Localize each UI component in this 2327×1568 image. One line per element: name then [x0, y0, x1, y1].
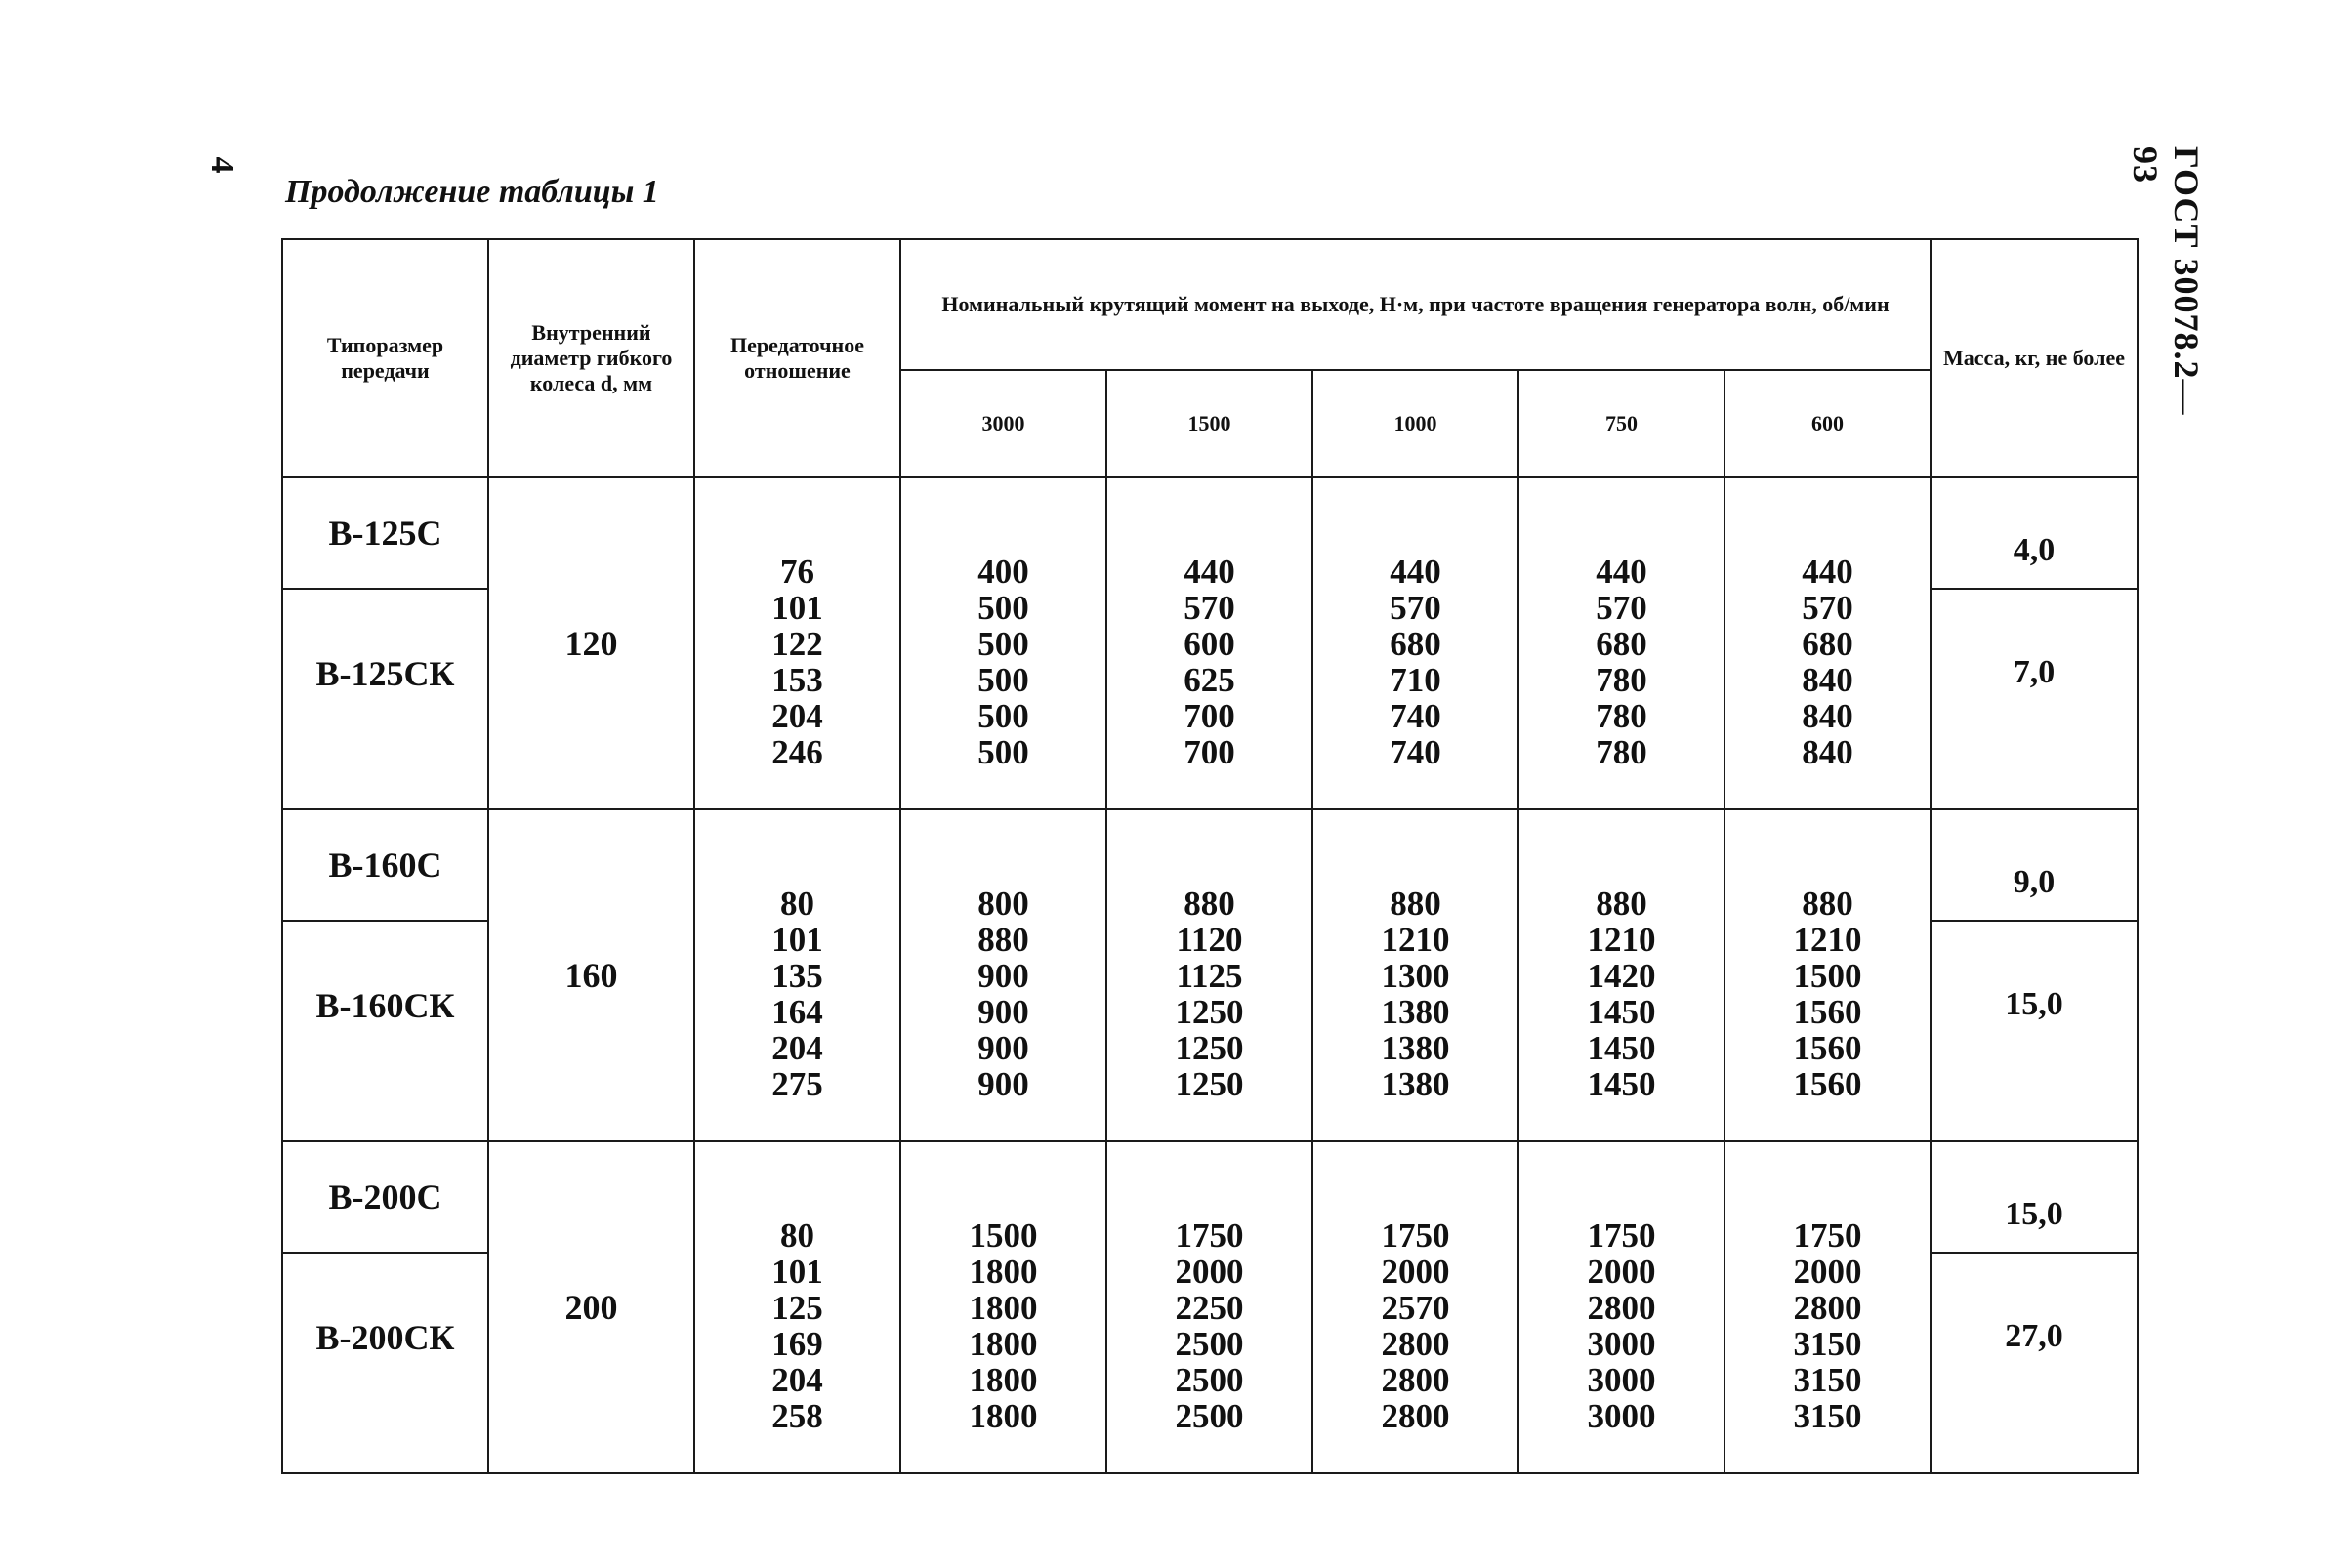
mass-ck-cell [1931, 589, 2138, 809]
torque-value: 1800 [969, 1325, 1038, 1363]
torque-value: 570 [1802, 589, 1853, 627]
ratio-value: 164 [771, 993, 823, 1031]
ratio-value: 153 [771, 661, 823, 699]
table-row [282, 1141, 2138, 1253]
header-rpm-750: 750 [1518, 370, 1724, 477]
torque-value: 1120 [1176, 921, 1243, 959]
torque-value: 2500 [1175, 1325, 1244, 1363]
header-rpm-1000: 1000 [1312, 370, 1518, 477]
table-body [282, 477, 2138, 1473]
diameter-cell: 160 [488, 809, 694, 1141]
torque-value: 1450 [1587, 993, 1656, 1031]
ratio-value: 204 [771, 1029, 823, 1067]
torque-value: 500 [977, 589, 1029, 627]
torque-value: 500 [977, 625, 1029, 663]
torque-value: 1560 [1793, 1029, 1862, 1067]
size-ck-cell [282, 921, 488, 1141]
torque-cell [1518, 477, 1724, 809]
torque-value: 1750 [1381, 1217, 1450, 1255]
torque-value: 1750 [1793, 1217, 1862, 1255]
torque-value: 2000 [1587, 1253, 1656, 1291]
torque-value: 840 [1802, 733, 1853, 771]
torque-value: 1380 [1381, 993, 1450, 1031]
torque-value: 2800 [1793, 1289, 1862, 1327]
torque-value: 1420 [1587, 957, 1656, 995]
size-c-cell: В-200С [282, 1141, 488, 1253]
size-c-cell: В-125С [282, 477, 488, 589]
torque-value: 1250 [1175, 1029, 1244, 1067]
header-rpm-1500: 1500 [1106, 370, 1312, 477]
mass-c-cell [1931, 809, 2138, 921]
torque-value: 2500 [1175, 1361, 1244, 1399]
torque-value: 700 [1184, 733, 1235, 771]
ratio-value: 101 [771, 1253, 823, 1291]
torque-value: 880 [1596, 885, 1647, 923]
torque-value: 1125 [1176, 957, 1243, 995]
ratio-value: 275 [771, 1065, 823, 1103]
torque-value: 2800 [1587, 1289, 1656, 1327]
torque-cell [1312, 809, 1518, 1141]
torque-value: 570 [1390, 589, 1441, 627]
torque-value: 780 [1596, 733, 1647, 771]
torque-cell [900, 1141, 1106, 1473]
size-ck-cell [282, 589, 488, 809]
torque-value: 900 [977, 993, 1029, 1031]
torque-value: 570 [1596, 589, 1647, 627]
torque-value: 1380 [1381, 1029, 1450, 1067]
torque-value: 1450 [1587, 1029, 1656, 1067]
torque-cell [900, 477, 1106, 809]
mass-c-value: 9,0 [2013, 864, 2056, 900]
torque-value: 2800 [1381, 1361, 1450, 1399]
torque-value: 2570 [1381, 1289, 1450, 1327]
torque-value: 1560 [1793, 1065, 1862, 1103]
torque-cell [1312, 477, 1518, 809]
ratio-value: 258 [771, 1397, 823, 1435]
torque-value: 680 [1390, 625, 1441, 663]
size-ck-value: В-125СК [315, 654, 455, 693]
torque-value: 880 [1184, 885, 1235, 923]
ratio-value: 76 [780, 553, 814, 591]
ratio-value: 80 [780, 1217, 814, 1255]
page-number: 4 [204, 156, 240, 174]
torque-value: 1300 [1381, 957, 1450, 995]
torque-value: 900 [977, 1029, 1029, 1067]
torque-value: 1800 [969, 1253, 1038, 1291]
torque-cell [1106, 477, 1312, 809]
table-caption: Продолжение таблицы 1 [285, 174, 659, 210]
torque-value: 500 [977, 697, 1029, 735]
torque-value: 570 [1184, 589, 1235, 627]
torque-value: 680 [1596, 625, 1647, 663]
torque-value: 880 [1390, 885, 1441, 923]
torque-value: 1210 [1381, 921, 1450, 959]
torque-value: 440 [1802, 553, 1853, 591]
torque-table [281, 238, 2139, 1474]
torque-value: 740 [1390, 733, 1441, 771]
torque-cell [1518, 809, 1724, 1141]
ratio-value: 169 [771, 1325, 823, 1363]
ratio-value: 122 [771, 625, 823, 663]
torque-value: 1800 [969, 1361, 1038, 1399]
torque-cell [900, 809, 1106, 1141]
torque-value: 800 [977, 885, 1029, 923]
torque-cell [1518, 1141, 1724, 1473]
size-ck-value: В-200СК [315, 1318, 455, 1357]
torque-value: 500 [977, 661, 1029, 699]
torque-value: 2250 [1175, 1289, 1244, 1327]
table-row [282, 477, 2138, 589]
header-diameter: Внутренний диаметр гибкого колеса d, мм [488, 239, 694, 477]
header-size: Типоразмер передачи [282, 239, 488, 477]
torque-value: 440 [1184, 553, 1235, 591]
torque-value: 740 [1390, 697, 1441, 735]
torque-value: 1450 [1587, 1065, 1656, 1103]
torque-value: 625 [1184, 661, 1235, 699]
header-torque: Номинальный крутящий момент на выходе, Н·м, при частоте вращения генератора волн, об/мин [900, 239, 1931, 370]
mass-ck-value: 15,0 [2005, 986, 2063, 1022]
mass-c-value: 15,0 [2005, 1196, 2063, 1232]
torque-value: 1750 [1175, 1217, 1244, 1255]
torque-cell [1724, 1141, 1931, 1473]
mass-ck-cell [1931, 921, 2138, 1141]
ratio-value: 101 [771, 589, 823, 627]
diameter-cell: 120 [488, 477, 694, 809]
torque-value: 600 [1184, 625, 1235, 663]
header-rpm-3000: 3000 [900, 370, 1106, 477]
torque-value: 1500 [1793, 957, 1862, 995]
ratio-value: 101 [771, 921, 823, 959]
torque-cell [1312, 1141, 1518, 1473]
size-ck-value: В-160СК [315, 986, 455, 1025]
torque-value: 710 [1390, 661, 1441, 699]
size-ck-cell [282, 1253, 488, 1473]
mass-c-value: 4,0 [2013, 532, 2056, 568]
torque-value: 3150 [1793, 1325, 1862, 1363]
torque-value: 840 [1802, 697, 1853, 735]
torque-cell [1106, 1141, 1312, 1473]
torque-value: 3150 [1793, 1361, 1862, 1399]
torque-value: 440 [1390, 553, 1441, 591]
header-ratio: Передаточное отношение [694, 239, 900, 477]
torque-cell [1724, 809, 1931, 1141]
ratio-cell [694, 1141, 900, 1473]
torque-value: 1750 [1587, 1217, 1656, 1255]
torque-value: 900 [977, 957, 1029, 995]
torque-value: 440 [1596, 553, 1647, 591]
ratio-value: 204 [771, 697, 823, 735]
torque-value: 1500 [969, 1217, 1038, 1255]
torque-value: 840 [1802, 661, 1853, 699]
torque-value: 900 [977, 1065, 1029, 1103]
torque-value: 1210 [1793, 921, 1862, 959]
torque-value: 3000 [1587, 1325, 1656, 1363]
torque-value: 3000 [1587, 1361, 1656, 1399]
torque-value: 2000 [1793, 1253, 1862, 1291]
torque-value: 500 [977, 733, 1029, 771]
torque-value: 1800 [969, 1289, 1038, 1327]
mass-ck-cell [1931, 1253, 2138, 1473]
ratio-cell [694, 809, 900, 1141]
ratio-value: 80 [780, 885, 814, 923]
ratio-value: 125 [771, 1289, 823, 1327]
torque-value: 2000 [1175, 1253, 1244, 1291]
torque-value: 3000 [1587, 1397, 1656, 1435]
diameter-cell: 200 [488, 1141, 694, 1473]
mass-c-cell [1931, 477, 2138, 589]
table-row [282, 809, 2138, 921]
torque-cell [1724, 477, 1931, 809]
header-mass: Масса, кг, не более [1931, 239, 2138, 477]
standard-code: ГОСТ 30078.2—93 [2126, 146, 2206, 416]
ratio-value: 204 [771, 1361, 823, 1399]
torque-value: 400 [977, 553, 1029, 591]
torque-cell [1106, 809, 1312, 1141]
torque-value: 1800 [969, 1397, 1038, 1435]
torque-value: 1210 [1587, 921, 1656, 959]
torque-value: 3150 [1793, 1397, 1862, 1435]
torque-value: 2000 [1381, 1253, 1450, 1291]
torque-value: 1380 [1381, 1065, 1450, 1103]
torque-value: 1250 [1175, 1065, 1244, 1103]
mass-ck-value: 27,0 [2005, 1318, 2063, 1354]
header-rpm-600: 600 [1724, 370, 1931, 477]
ratio-cell [694, 477, 900, 809]
torque-value: 880 [977, 921, 1029, 959]
torque-value: 1250 [1175, 993, 1244, 1031]
ratio-value: 246 [771, 733, 823, 771]
torque-value: 2800 [1381, 1397, 1450, 1435]
torque-value: 780 [1596, 661, 1647, 699]
torque-value: 2800 [1381, 1325, 1450, 1363]
mass-c-cell [1931, 1141, 2138, 1253]
torque-value: 1560 [1793, 993, 1862, 1031]
mass-ck-value: 7,0 [2013, 654, 2056, 690]
size-c-cell: В-160С [282, 809, 488, 921]
torque-value: 780 [1596, 697, 1647, 735]
torque-value: 680 [1802, 625, 1853, 663]
torque-value: 2500 [1175, 1397, 1244, 1435]
torque-value: 880 [1802, 885, 1853, 923]
ratio-value: 135 [771, 957, 823, 995]
torque-value: 700 [1184, 697, 1235, 735]
